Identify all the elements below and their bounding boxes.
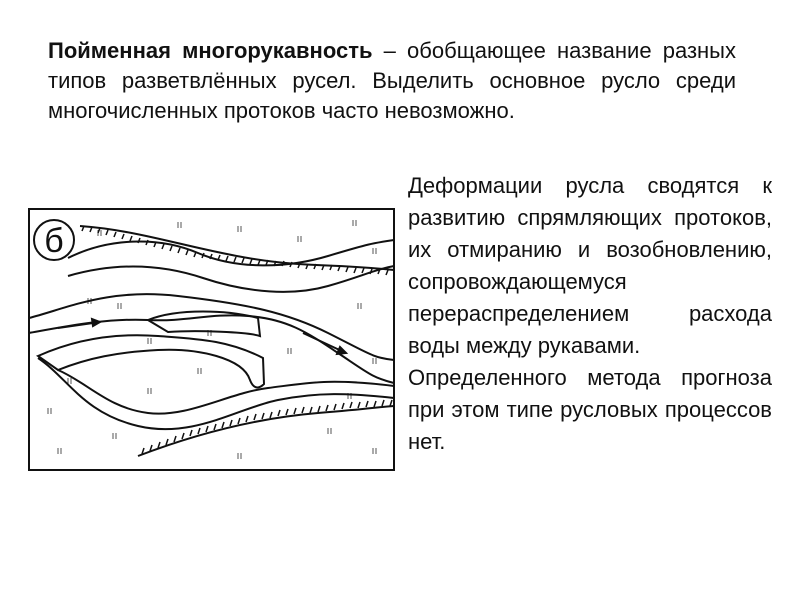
figure-label: б bbox=[44, 222, 64, 260]
side-paragraph-1: Деформации русла сводятся к развитию спрямляющих протоков, их отмиранию и возобновлению, сопровождающемуся перераспределением расхода воды между рукавами. bbox=[408, 173, 772, 358]
intro-text: – обобщающее название разных типов разветвлённых русел. Выделить основное русло среди многочисленных протоков часто невозможно. bbox=[48, 38, 736, 123]
intro-paragraph bbox=[48, 36, 736, 126]
side-paragraph-2: Определенного метода прогноза при этом типе русловых процессов нет. bbox=[408, 365, 772, 454]
intro-term: Пойменная многорукавность bbox=[48, 38, 373, 63]
side-text bbox=[408, 170, 772, 458]
floodplain-channel-diagram bbox=[28, 208, 395, 471]
